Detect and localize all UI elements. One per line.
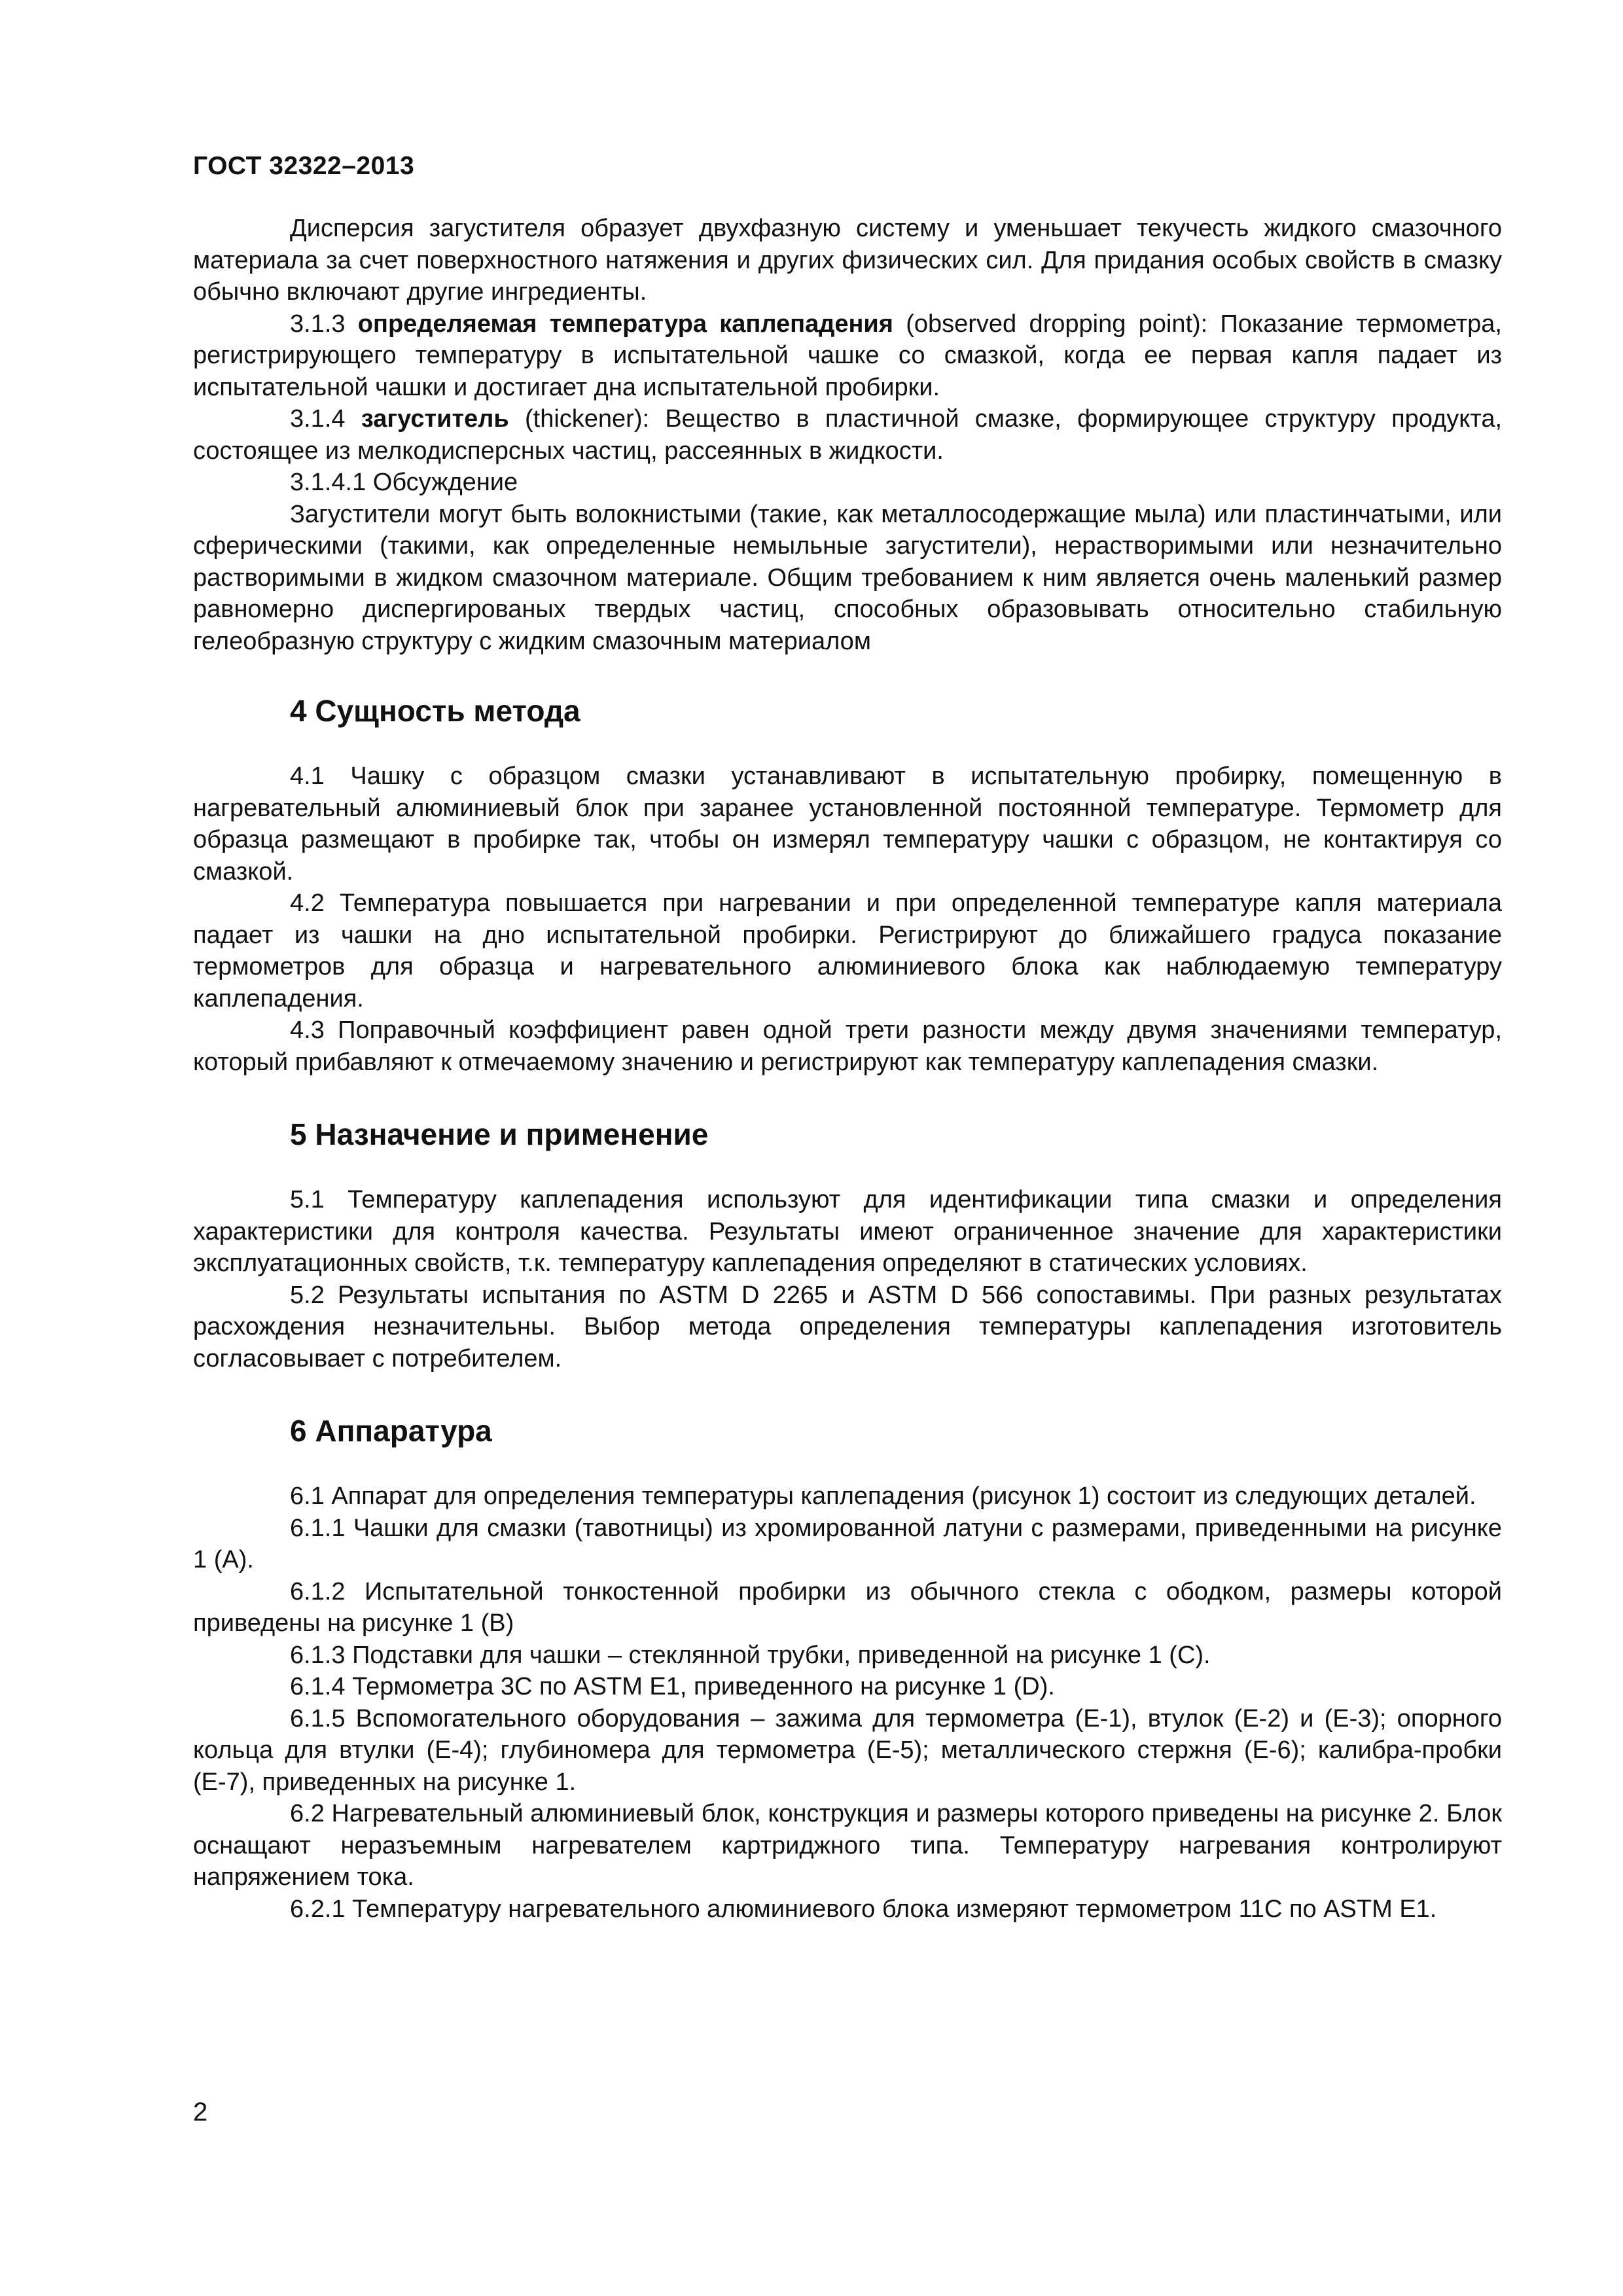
paragraph-6-1-3: 6.1.3 Подставки для чашки – стеклянной трубки, приведенной на рисунке 1 (С).: [290, 1641, 1211, 1669]
definition-3-1-4: [193, 403, 1502, 467]
paragraph-6-1-5: 6.1.5 Вспомогательного оборудования – зажима для термометра (Е-1), втулок (Е-2) и (Е-3); опорного кольца для втулки (Е-4); глубиномера для термометра (Е-5); металлического стержня (Е-6); калибра-пробки (Е-7), приведенных на рисунке 1.: [193, 1704, 1502, 1796]
definition-3-1-3: [193, 308, 1502, 404]
section-6-heading: 6 Аппаратура: [290, 1414, 492, 1448]
paragraph-5-2: 5.2 Результаты испытания по ASTM D 2265 и ASTM D 566 сопоставимы. При разных результатах расхождения незначительны. Выбор метода определения температуры каплепадения изготовитель согласовывает с потребителем.: [193, 1281, 1502, 1372]
paragraph-6-1: 6.1 Аппарат для определения температуры каплепадения (рисунок 1) состоит из следующих деталей.: [290, 1482, 1476, 1510]
section-4-heading: 4 Сущность метода: [290, 694, 580, 728]
intro-paragraph: Дисперсия загустителя образует двухфазную систему и уменьшает текучесть жидкого смазочного материала за счет поверхностного натяжения и других физических сил. Для придания особых свойств в смазку обычно включают другие ингредиенты.: [193, 215, 1502, 306]
page-number: 2: [193, 2098, 208, 2126]
definition-number: 3.1.3: [290, 310, 358, 338]
document-body: [193, 213, 1502, 1925]
paragraph-6-1-2: 6.1.2 Испытательной тонкостенной пробирки из обычного стекла с ободком, размеры которой приведены на рисунке 1 (В): [193, 1577, 1502, 1637]
paragraph-6-1-4: 6.1.4 Термометра 3С по ASTM E1, приведенного на рисунке 1 (D).: [290, 1673, 1055, 1700]
document-code-header: ГОСТ 32322–2013: [193, 152, 415, 180]
definition-text: (thickener): Вещество в пластичной смазке, формирующее структуру продукта, состоящее из мелкодисперсных частиц, рассеянных в жидкости.: [193, 405, 1503, 465]
paragraph-6-1-1: 6.1.1 Чашки для смазки (тавотницы) из хромированной латуни с размерами, приведенными на рисунке 1 (А).: [193, 1514, 1502, 1573]
paragraph-4-3: 4.3 Поправочный коэффициент равен одной трети разности между двумя значениями температур, который прибавляют к отмечаемому значению и регистрируют как температуру каплепадения смазки.: [193, 1016, 1502, 1076]
definition-text: (observed dropping point): Показание термометра, регистрирующего температуру в испытательной чашке со смазкой, когда ее первая капля падает из испытательной чашки и достигает дна испытательной пробирки.: [193, 310, 1502, 401]
subclause-3-1-4-1-title: 3.1.4.1 Обсуждение: [290, 469, 518, 496]
paragraph-4-1: 4.1 Чашку с образцом смазки устанавливают в испытательную пробирку, помещенную в нагревательный алюминиевый блок при заранее установленной постоянной температуре. Термометр для образца размещают в пробирке так, чтобы он измерял температуру чашки с образцом, не контактируя со смазкой.: [193, 762, 1502, 886]
definition-term: определяемая температура каплепадения: [357, 310, 893, 338]
paragraph-4-2: 4.2 Температура повышается при нагревании и при определенной температуре капля материала падает из чашки на дно испытательной пробирки. Регистрируют до ближайшего градуса показание термометров для образца и нагревательного алюминиевого блока как наблюдаемую температуру каплепадения.: [193, 889, 1502, 1013]
paragraph-6-2-1: 6.2.1 Температуру нагревательного алюминиевого блока измеряют термометром 11С по ASTM E1.: [290, 1895, 1437, 1923]
subclause-3-1-4-1-text: Загустители могут быть волокнистыми (такие, как металлосодержащие мыла) или пластинчатыми, или сферическими (такими, как определенные немыльные загустители), нерастворимыми или незначительно растворимыми в жидком смазочном материале. Общим требованием к ним является очень маленький размер равномерно диспергированых твердых частиц, способных образовывать относительно стабильную гелеобразную структуру с жидким смазочным материалом: [193, 500, 1502, 655]
definition-term: загуститель: [361, 405, 509, 433]
section-5-heading: 5 Назначение и применение: [290, 1117, 709, 1151]
definition-number: 3.1.4: [290, 405, 361, 433]
paragraph-5-1: 5.1 Температуру каплепадения используют для идентификации типа смазки и определения характеристики для контроля качества. Результаты имеют ограниченное значение для характеристики эксплуатационных свойств, т.к. температуру каплепадения определяют в статических условиях.: [193, 1186, 1502, 1277]
paragraph-6-2: 6.2 Нагревательный алюминиевый блок, конструкция и размеры которого приведены на рисунке 2. Блок оснащают неразъемным нагревателем картриджного типа. Температуру нагревания контролируют напряжением тока.: [193, 1800, 1502, 1891]
